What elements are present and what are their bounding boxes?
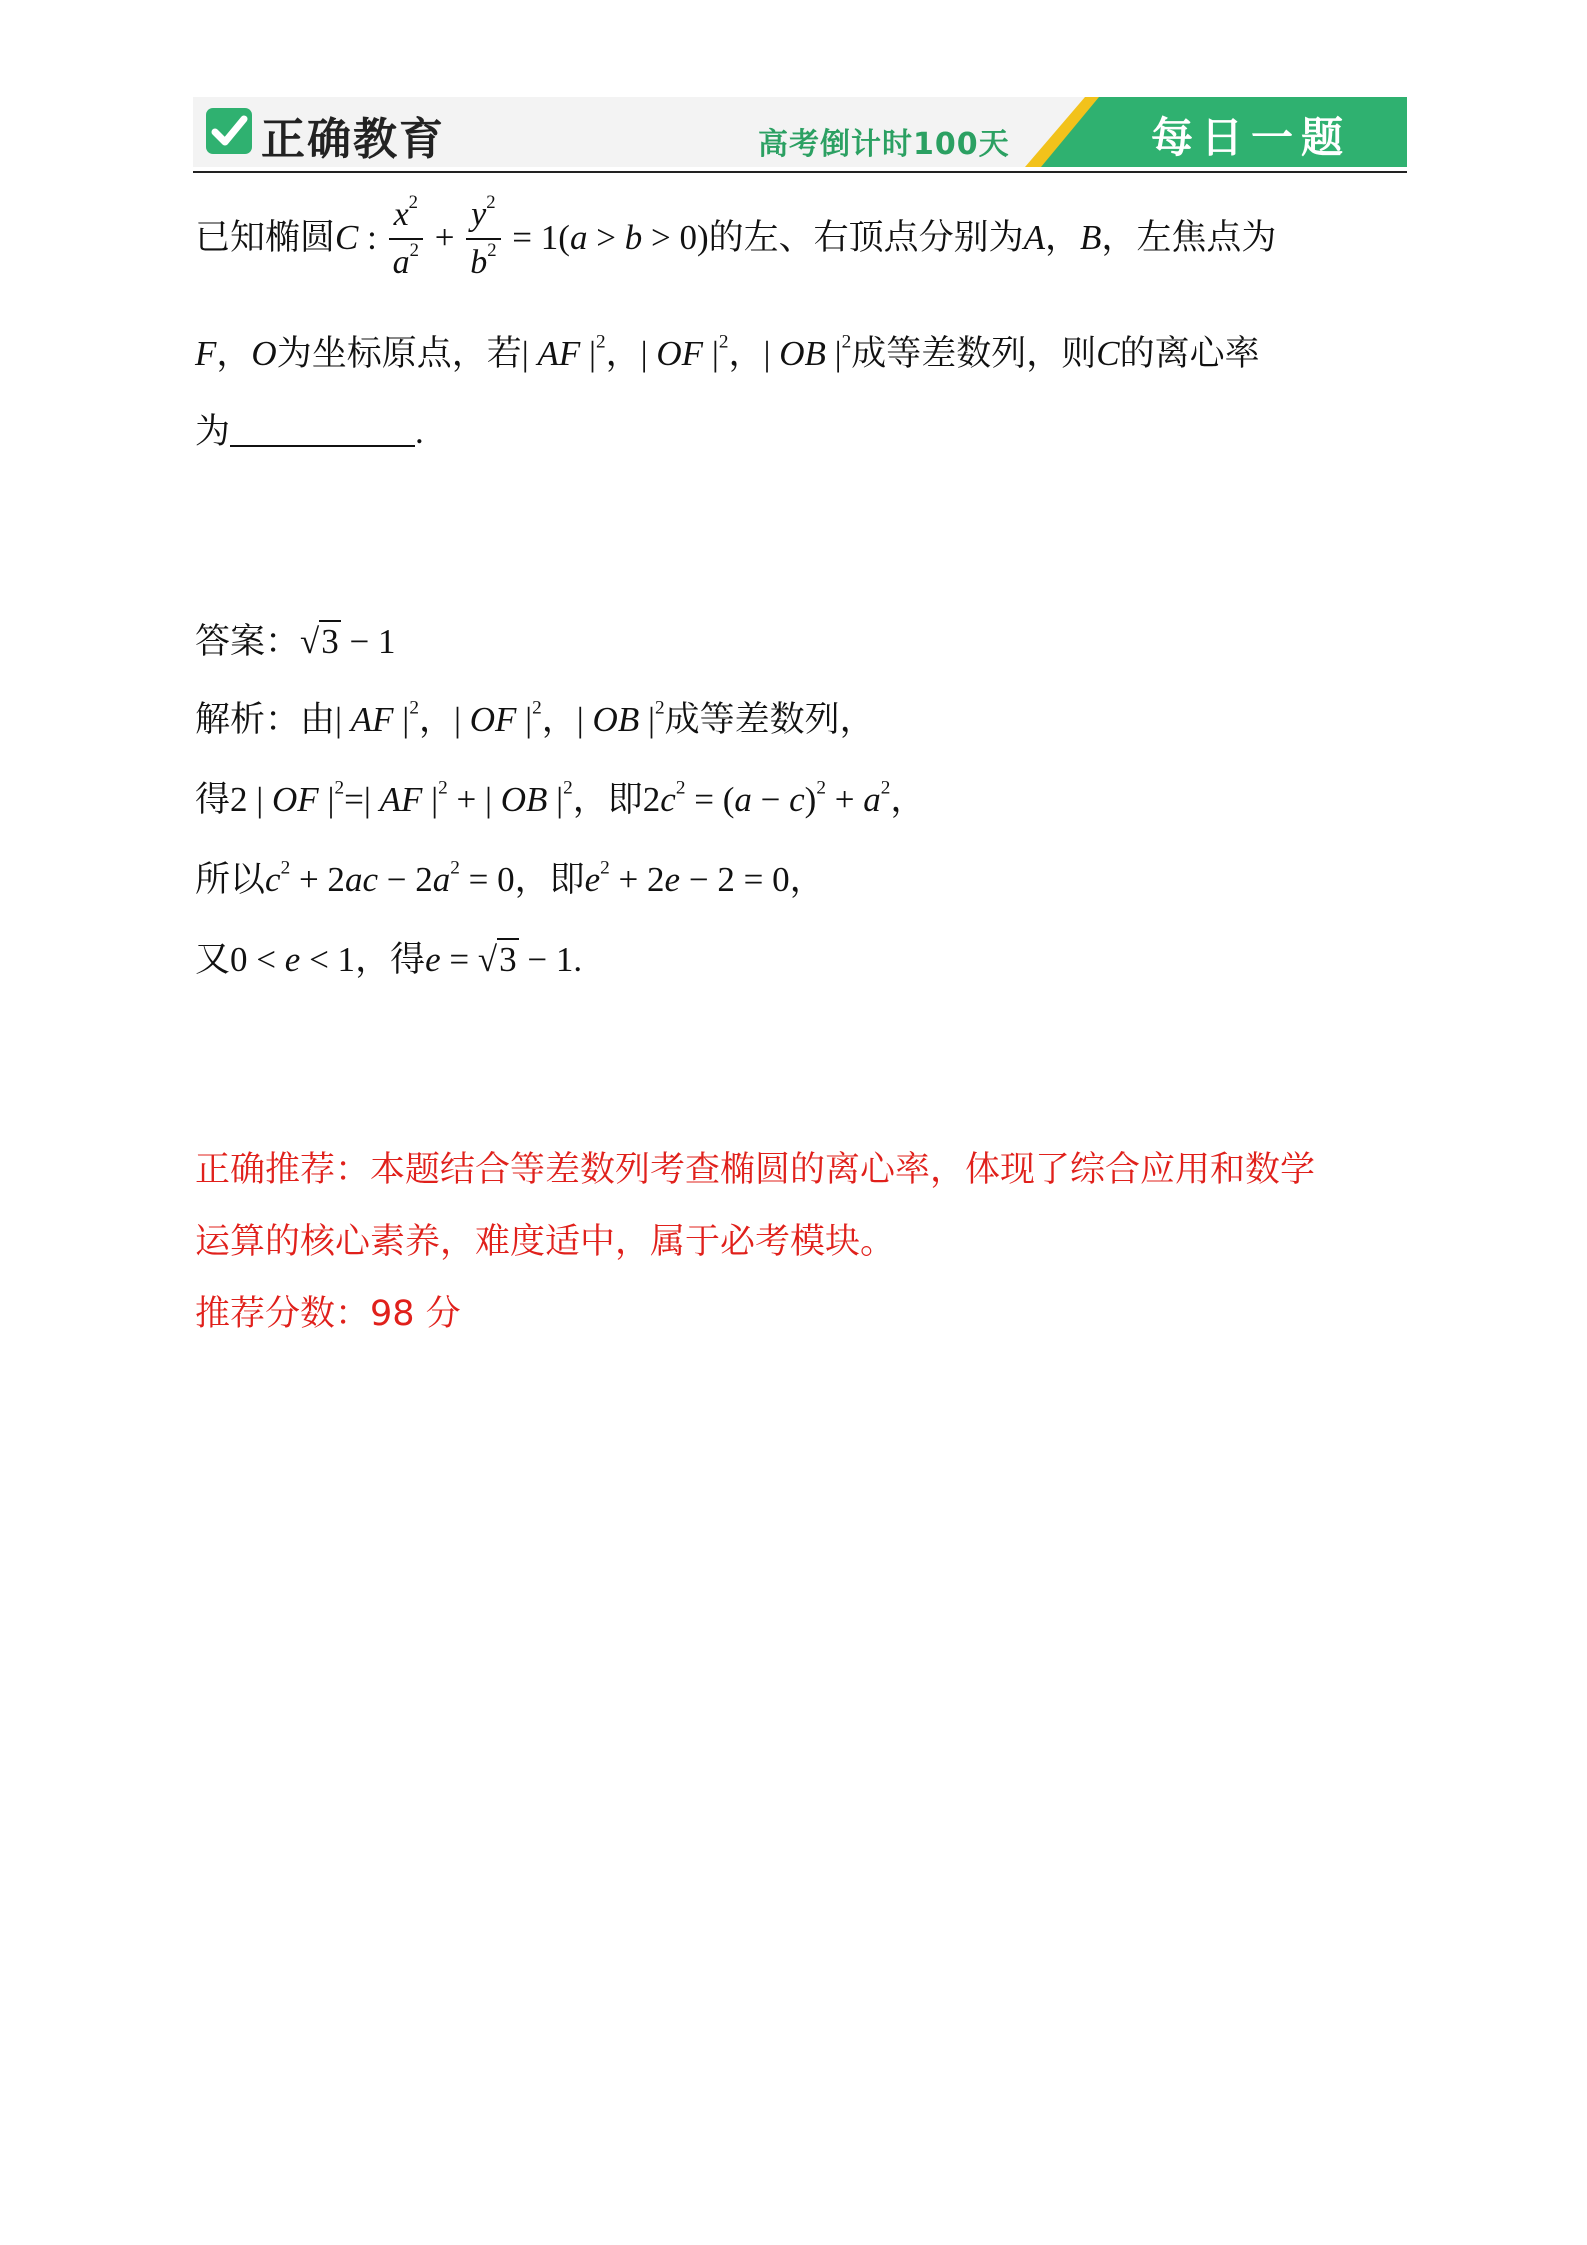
fraction-x: $\frac{x^2}{a^2}$ [389, 192, 423, 286]
check-icon [206, 108, 252, 154]
analysis-text: ，得 [355, 940, 426, 980]
question-text: 的离心率 [1119, 334, 1260, 374]
analysis-text: 成等差数列， [664, 700, 875, 740]
answer-blank [230, 411, 415, 447]
question-text: 成等差数列，则 [851, 334, 1097, 374]
analysis-text: 又 [195, 940, 231, 980]
question-line-1: 已知椭圆C : $\frac{x^2}{a^2}$ + $\frac{y^2}{b^2}$ = 1(a > b > 0)的左、右顶点分别为A，B，左焦点为 [195, 192, 1276, 286]
question-text: 为 [195, 412, 231, 452]
analysis-line-4: 又0 < e < 1，得e = √3 − 1. [195, 940, 583, 980]
analysis-line-1: 解析：由| AF $|^2$，| OF $|^2$，| OB $|^2$成等差数列， [195, 697, 875, 740]
fraction-y: $\frac{y^2}{b^2}$ [466, 192, 500, 286]
recommend-score: 推荐分数：98 分 [195, 1294, 461, 1334]
analysis-text: ，即 [514, 860, 585, 900]
question-line-3: 为 . [195, 412, 424, 452]
countdown-text: 高考倒计时100天 [758, 127, 1010, 162]
question-text: ，左焦点为 [1101, 218, 1277, 258]
question-text: 为坐标原点，若 [276, 334, 522, 374]
question-text: 已知椭圆 [195, 218, 336, 258]
analysis-label: 解析：由 [195, 700, 336, 740]
answer-label: 答案： [195, 622, 301, 662]
recommend-line-1: 正确推荐：本题结合等差数列考查椭圆的离心率，体现了综合应用和数学 [195, 1150, 1316, 1190]
answer-line: 答案：√3 − 1 [195, 622, 396, 662]
banner-title: 每日一题 [1151, 113, 1352, 162]
header-divider [193, 171, 1407, 173]
analysis-text: 得 [195, 780, 231, 820]
analysis-text: ，即 [572, 780, 643, 820]
header [193, 97, 1407, 172]
question-text: 的左、右顶点分别为 [708, 218, 1024, 258]
analysis-line-3: 所以$c^2 + 2ac - 2a^2 = 0$，即$e^2 + 2e - 2 = 0$， [195, 857, 825, 900]
question-line-2: F，O为坐标原点，若| AF $|^2$，| OF $|^2$，| OB $|^2$成等差数列，则C的离心率 [195, 331, 1260, 374]
recommend-line-2: 运算的核心素养，难度适中，属于必考模块。 [195, 1222, 896, 1262]
analysis-text: 所以 [195, 860, 266, 900]
brand-name: 正确教育 [261, 114, 445, 165]
analysis-line-2: 得2 | OF $|^2=|$ AF $|^2$ + | OB $|^2$，即$2c^2 = (a - c)^2 + a^2$， [195, 777, 926, 820]
